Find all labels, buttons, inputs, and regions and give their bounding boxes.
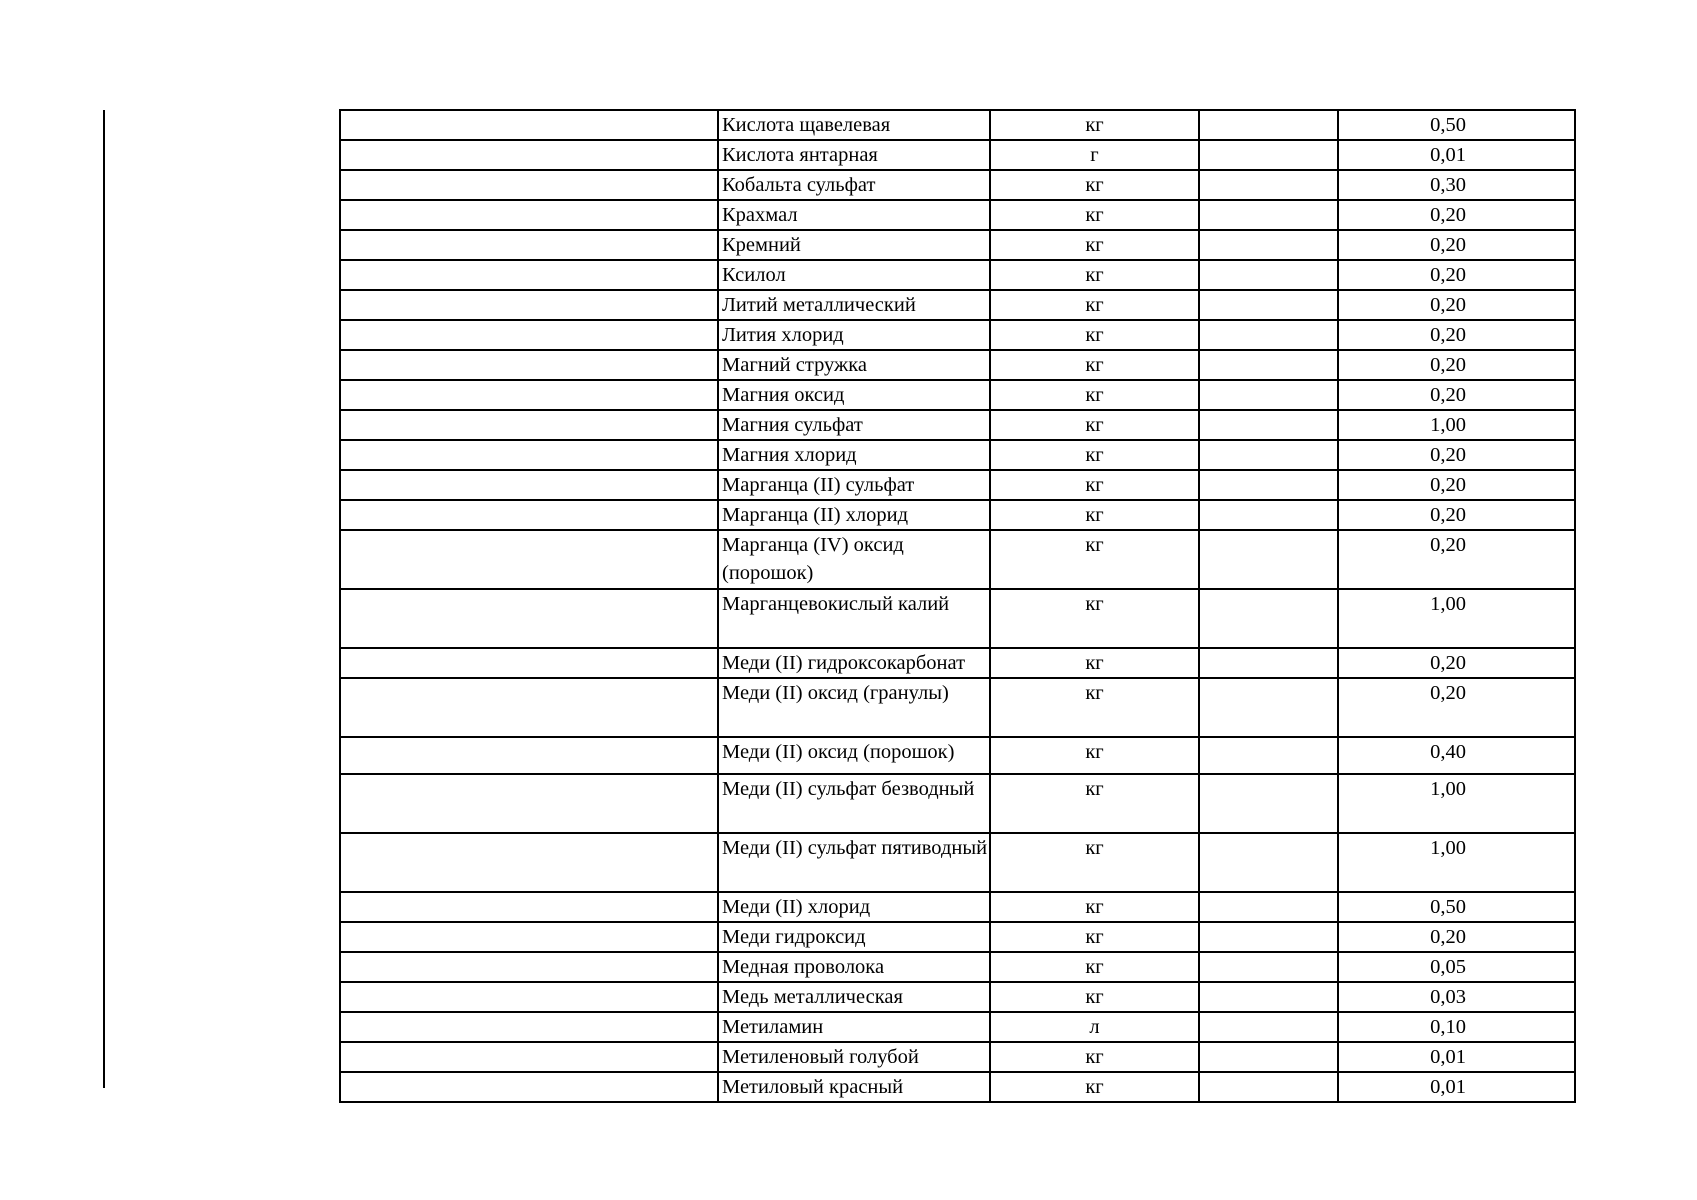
empty-cell	[340, 290, 718, 320]
empty-cell	[340, 410, 718, 440]
quantity-cell: 0,20	[1338, 380, 1575, 410]
empty-cell	[1199, 1042, 1338, 1072]
table-row	[340, 260, 1575, 290]
unit-cell: кг	[990, 589, 1199, 648]
empty-cell	[340, 110, 718, 140]
table-row	[340, 1072, 1575, 1102]
empty-cell	[340, 530, 718, 589]
quantity-cell: 0,20	[1338, 648, 1575, 678]
reagent-name: Меди (II) хлорид	[718, 892, 990, 922]
table-row	[340, 1042, 1575, 1072]
empty-cell	[1199, 320, 1338, 350]
empty-cell	[340, 320, 718, 350]
empty-cell	[1199, 140, 1338, 170]
reagent-name: Марганца (II) хлорид	[718, 500, 990, 530]
table-row	[340, 892, 1575, 922]
unit-cell: кг	[990, 737, 1199, 774]
empty-cell	[1199, 200, 1338, 230]
empty-cell	[1199, 380, 1338, 410]
table-row	[340, 140, 1575, 170]
quantity-cell: 0,20	[1338, 320, 1575, 350]
quantity-cell: 0,50	[1338, 892, 1575, 922]
table-row	[340, 170, 1575, 200]
reagent-name: Меди (II) оксид (гранулы)	[718, 678, 990, 737]
unit-cell: кг	[990, 260, 1199, 290]
table-row	[340, 1012, 1575, 1042]
quantity-cell: 0,20	[1338, 530, 1575, 589]
quantity-cell: 0,20	[1338, 922, 1575, 952]
table-row	[340, 440, 1575, 470]
quantity-cell: 0,20	[1338, 500, 1575, 530]
empty-cell	[1199, 833, 1338, 892]
unit-cell: кг	[990, 1042, 1199, 1072]
empty-cell	[1199, 982, 1338, 1012]
unit-cell: кг	[990, 678, 1199, 737]
reagents-table	[339, 109, 1576, 1103]
empty-cell	[340, 440, 718, 470]
empty-cell	[1199, 110, 1338, 140]
unit-cell: кг	[990, 440, 1199, 470]
empty-cell	[1199, 170, 1338, 200]
unit-cell: кг	[990, 230, 1199, 260]
empty-cell	[1199, 737, 1338, 774]
reagent-name: Метиловый красный	[718, 1072, 990, 1102]
empty-cell	[340, 952, 718, 982]
unit-cell: кг	[990, 410, 1199, 440]
reagent-name: Марганца (IV) оксид (порошок)	[718, 530, 990, 589]
empty-cell	[340, 350, 718, 380]
empty-cell	[1199, 952, 1338, 982]
unit-cell: л	[990, 1012, 1199, 1042]
reagent-name: Литий металлический	[718, 290, 990, 320]
reagent-name: Кислота янтарная	[718, 140, 990, 170]
table-row	[340, 470, 1575, 500]
unit-cell: кг	[990, 470, 1199, 500]
reagent-name: Медная проволока	[718, 952, 990, 982]
empty-cell	[340, 470, 718, 500]
reagent-name: Кремний	[718, 230, 990, 260]
table-row	[340, 200, 1575, 230]
table-row	[340, 230, 1575, 260]
table-row	[340, 952, 1575, 982]
unit-cell: кг	[990, 922, 1199, 952]
empty-cell	[1199, 1012, 1338, 1042]
reagent-name: Меди (II) сульфат пятиводный	[718, 833, 990, 892]
quantity-cell: 0,30	[1338, 170, 1575, 200]
quantity-cell: 0,10	[1338, 1012, 1575, 1042]
reagent-name: Ксилол	[718, 260, 990, 290]
table-row	[340, 737, 1575, 774]
empty-cell	[340, 140, 718, 170]
empty-cell	[1199, 290, 1338, 320]
unit-cell: г	[990, 140, 1199, 170]
empty-cell	[1199, 678, 1338, 737]
empty-cell	[1199, 1072, 1338, 1102]
unit-cell: кг	[990, 200, 1199, 230]
reagent-name: Марганцевокислый калий	[718, 589, 990, 648]
reagent-name: Марганца (II) сульфат	[718, 470, 990, 500]
table-row	[340, 350, 1575, 380]
reagent-name: Меди (II) сульфат безводный	[718, 774, 990, 833]
empty-cell	[1199, 774, 1338, 833]
quantity-cell: 0,05	[1338, 952, 1575, 982]
empty-cell	[1199, 260, 1338, 290]
page-margin-line	[103, 110, 105, 1088]
table-row	[340, 320, 1575, 350]
unit-cell: кг	[990, 110, 1199, 140]
unit-cell: кг	[990, 892, 1199, 922]
empty-cell	[1199, 440, 1338, 470]
table-row	[340, 982, 1575, 1012]
unit-cell: кг	[990, 320, 1199, 350]
table-row	[340, 833, 1575, 892]
empty-cell	[1199, 922, 1338, 952]
empty-cell	[340, 737, 718, 774]
empty-cell	[340, 589, 718, 648]
unit-cell: кг	[990, 500, 1199, 530]
empty-cell	[340, 648, 718, 678]
unit-cell: кг	[990, 833, 1199, 892]
empty-cell	[340, 922, 718, 952]
table-row	[340, 774, 1575, 833]
unit-cell: кг	[990, 380, 1199, 410]
table-row	[340, 290, 1575, 320]
quantity-cell: 1,00	[1338, 833, 1575, 892]
empty-cell	[340, 774, 718, 833]
unit-cell: кг	[990, 290, 1199, 320]
table-row	[340, 110, 1575, 140]
empty-cell	[1199, 230, 1338, 260]
empty-cell	[340, 982, 718, 1012]
empty-cell	[340, 260, 718, 290]
reagent-name: Крахмал	[718, 200, 990, 230]
empty-cell	[1199, 470, 1338, 500]
unit-cell: кг	[990, 952, 1199, 982]
empty-cell	[340, 200, 718, 230]
unit-cell: кг	[990, 530, 1199, 589]
quantity-cell: 1,00	[1338, 410, 1575, 440]
table-row	[340, 380, 1575, 410]
empty-cell	[340, 678, 718, 737]
reagent-name: Меди (II) гидроксокарбонат	[718, 648, 990, 678]
quantity-cell: 0,20	[1338, 290, 1575, 320]
empty-cell	[340, 500, 718, 530]
reagent-name: Магния оксид	[718, 380, 990, 410]
reagent-name: Магния сульфат	[718, 410, 990, 440]
reagent-name: Кобальта сульфат	[718, 170, 990, 200]
empty-cell	[1199, 648, 1338, 678]
unit-cell: кг	[990, 1072, 1199, 1102]
quantity-cell: 0,20	[1338, 350, 1575, 380]
quantity-cell: 1,00	[1338, 589, 1575, 648]
empty-cell	[340, 1012, 718, 1042]
reagent-name: Метиламин	[718, 1012, 990, 1042]
empty-cell	[1199, 530, 1338, 589]
table-row	[340, 410, 1575, 440]
quantity-cell: 0,01	[1338, 140, 1575, 170]
empty-cell	[1199, 892, 1338, 922]
table-row	[340, 922, 1575, 952]
quantity-cell: 1,00	[1338, 774, 1575, 833]
unit-cell: кг	[990, 170, 1199, 200]
reagent-name: Меди гидроксид	[718, 922, 990, 952]
reagent-name: Кислота щавелевая	[718, 110, 990, 140]
quantity-cell: 0,01	[1338, 1072, 1575, 1102]
reagents-table-body	[340, 110, 1575, 1102]
quantity-cell: 0,20	[1338, 230, 1575, 260]
table-row	[340, 648, 1575, 678]
empty-cell	[1199, 410, 1338, 440]
quantity-cell: 0,20	[1338, 440, 1575, 470]
reagent-name: Метиленовый голубой	[718, 1042, 990, 1072]
quantity-cell: 0,50	[1338, 110, 1575, 140]
reagent-name: Медь металлическая	[718, 982, 990, 1012]
reagent-name: Магния хлорид	[718, 440, 990, 470]
empty-cell	[340, 230, 718, 260]
reagent-name: Лития хлорид	[718, 320, 990, 350]
empty-cell	[340, 833, 718, 892]
empty-cell	[1199, 500, 1338, 530]
table-row	[340, 589, 1575, 648]
unit-cell: кг	[990, 350, 1199, 380]
reagent-name: Меди (II) оксид (порошок)	[718, 737, 990, 774]
empty-cell	[1199, 350, 1338, 380]
quantity-cell: 0,20	[1338, 260, 1575, 290]
quantity-cell: 0,20	[1338, 470, 1575, 500]
table-row	[340, 500, 1575, 530]
quantity-cell: 0,01	[1338, 1042, 1575, 1072]
table-row	[340, 678, 1575, 737]
empty-cell	[340, 380, 718, 410]
empty-cell	[340, 1072, 718, 1102]
reagent-name: Магний стружка	[718, 350, 990, 380]
empty-cell	[340, 170, 718, 200]
empty-cell	[340, 1042, 718, 1072]
unit-cell: кг	[990, 982, 1199, 1012]
quantity-cell: 0,20	[1338, 200, 1575, 230]
empty-cell	[340, 892, 718, 922]
table-row	[340, 530, 1575, 589]
unit-cell: кг	[990, 774, 1199, 833]
quantity-cell: 0,40	[1338, 737, 1575, 774]
empty-cell	[1199, 589, 1338, 648]
quantity-cell: 0,03	[1338, 982, 1575, 1012]
unit-cell: кг	[990, 648, 1199, 678]
quantity-cell: 0,20	[1338, 678, 1575, 737]
